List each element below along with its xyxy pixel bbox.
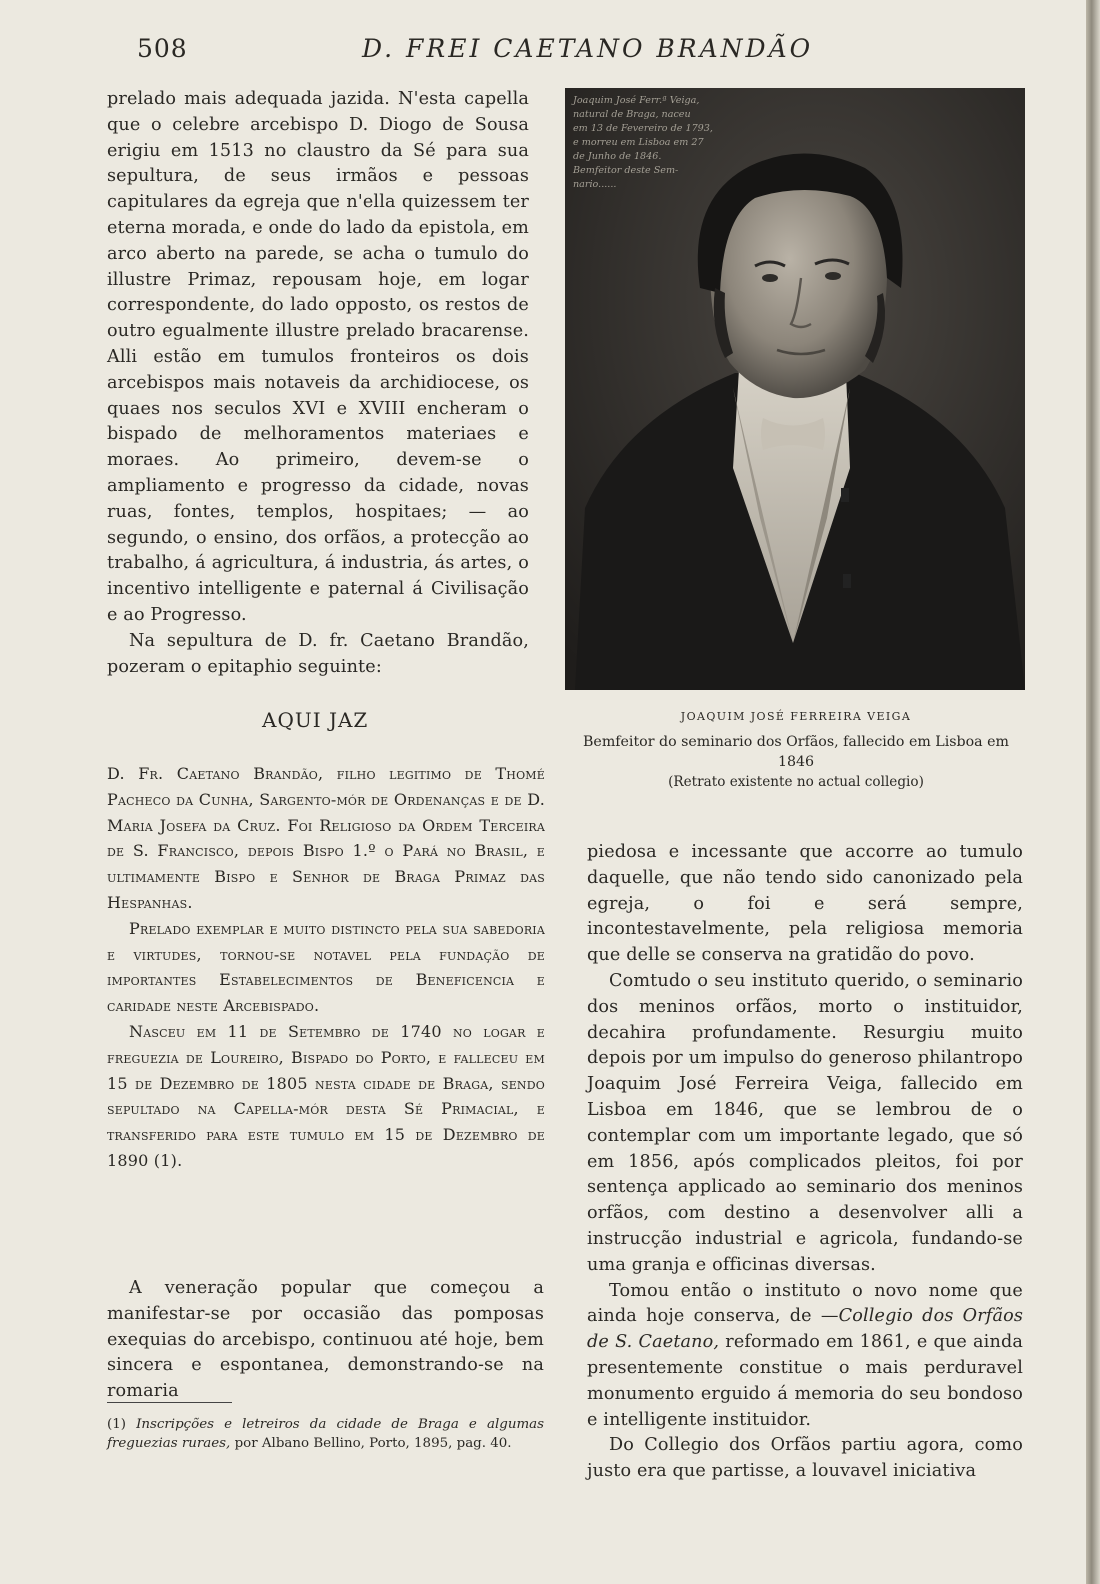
footnote: [107, 1415, 544, 1453]
portrait-image: [565, 88, 1025, 690]
epitaph-paragraph: Prelado exemplar e muito distincto pela sua sabedoria e virtudes, tornou-se notavel pela fundação de importantes Estabelecimentos de Beneficencia e caridade neste Arcebispado.: [107, 918, 545, 1016]
footnote-citation: por Albano Bellino, Porto, 1895, pag. 40.: [234, 1436, 512, 1451]
body-paragraph: Comtudo o seu instituto querido, o seminario dos meninos orfãos, morto o instituidor, decahira profundamente. Resurgiu muito depois por um impulso do generoso philantropo Joaquim José Ferreira Veiga, fallecido em Lisboa em 1846, que se lembrou de o contemplar com um importante legado, que só em 1856, após complicados pleitos, foi por sentença applicado ao seminario dos meninos orfãos, com destino a desenvolver alli a instrucção industrial e agricola, fundando-se uma granja e officinas diversas.: [587, 970, 1023, 1275]
footnote-rule: [107, 1402, 232, 1403]
body-paragraph: Do Collegio dos Orfãos partiu agora, como justo era que partisse, a louvavel iniciativa: [587, 1435, 1023, 1482]
body-paragraph: [587, 1279, 1023, 1434]
veneracao-paragraph: [107, 1276, 544, 1405]
footnote-title: Inscripções e letreiros da cidade de Braga e algumas freguezias ruraes,: [107, 1417, 544, 1451]
body-paragraph: piedosa e incessante que accorre ao tumulo daquelle, que não tendo sido canonizado pela egreja, o foi e será sempre, incontestavelmente, pela religiosa memoria que delle se conserva na gratidão do povo.: [587, 842, 1023, 966]
left-column: [107, 87, 529, 680]
body-paragraph: A veneração popular que começou a manifestar-se por occasião das pomposas exequias do arcebispo, continuou até hoje, bem sincera e espontanea, demonstrando-se na romaria: [107, 1278, 544, 1402]
caption-name: JOAQUIM JOSÉ FERREIRA VEIGA: [680, 710, 912, 723]
running-header: [0, 34, 1086, 74]
page-edge: [1086, 0, 1100, 1584]
portrait-inscription: Joaquim José Ferr.ª Veiga, natural de Braga, naceu em 13 de Fevereiro de 1793, e morreu em Lisboa em 27 de Junho de 1846. Bemfeitor deste Sem- nario......: [573, 95, 713, 190]
right-column: [587, 840, 1023, 1485]
text-run: Tomou então o instituto o novo nome que ainda hoje conserva, de —: [587, 1280, 1023, 1327]
caption-description: Bemfeitor do seminario dos Orfãos, fallecido em Lisboa em 1846: [583, 734, 1009, 770]
epitaph-title: AQUI JAZ: [262, 708, 369, 732]
epitaph-text: [107, 761, 545, 1174]
portrait-caption: [576, 708, 1016, 792]
epitaph-paragraph: Nasceu em 11 de Setembro de 1740 no logar e freguezia de Loureiro, Bispado do Porto, e falleceu em 15 de Dezembro de 1805 nesta cidade de Braga, sendo sepultado na Capella-mór desta Sé Primacial, e transferido para este tumulo em 15 de Dezembro de 1890 (1).: [107, 1021, 545, 1170]
caption-note: (Retrato existente no actual collegio): [668, 774, 924, 790]
running-title: D. FREI CAETANO BRANDÃO: [362, 34, 814, 63]
text-run: reformado em 1861, e que ainda presentemente constitue o mais perduravel monumento erguido á memoria do seu bondoso e intelligente instituidor.: [587, 1332, 1023, 1430]
page-number: 508: [137, 34, 188, 63]
college-name: Collegio dos Orfãos de S. Caetano,: [587, 1306, 1023, 1353]
epitaph-paragraph: D. Fr. Caetano Brandão, filho legitimo de Thomé Pacheco da Cunha, Sargento-mór de Ordenanças e de D. Maria Josefa da Cruz. Foi Religioso da Ordem Terceira de S. Francisco, depois Bispo 1.º o Pará no Brasil, e ultimamente Bispo e Senhor de Braga Primaz das Hespanhas.: [107, 764, 545, 912]
footnote-marker: (1): [107, 1417, 126, 1432]
body-paragraph: prelado mais adequada jazida. N'esta capella que o celebre arcebispo D. Diogo de Sousa erigiu em 1513 no claustro da Sé para sua sepultura, de seus irmãos e pessoas capitulares da egreja que n'ella quizessem ter eterna morada, e onde do lado da epistola, em arco aberto na parede, se acha o tumulo do illustre Primaz, repousam hoje, em logar correspondente, do lado opposto, os restos de outro egualmente illustre prelado bracarense. Alli estão em tumulos fronteiros os dois arcebispos mais notaveis da archidiocese, os quaes nos seculos XVI e XVIII encheram o bispado de melhoramentos materiaes e moraes. Ao primeiro, devem-se o ampliamento e progresso da cidade, novas ruas, fontes, templos, hospitaes; — ao segundo, o ensino, dos orfãos, a protecção ao trabalho, á agricultura, á industria, ás artes, o incentivo intelligente e paternal á Civilisação e ao Progresso.: [107, 89, 529, 625]
body-paragraph: Na sepultura de D. fr. Caetano Brandão, pozeram o epitaphio seguinte:: [107, 630, 529, 677]
